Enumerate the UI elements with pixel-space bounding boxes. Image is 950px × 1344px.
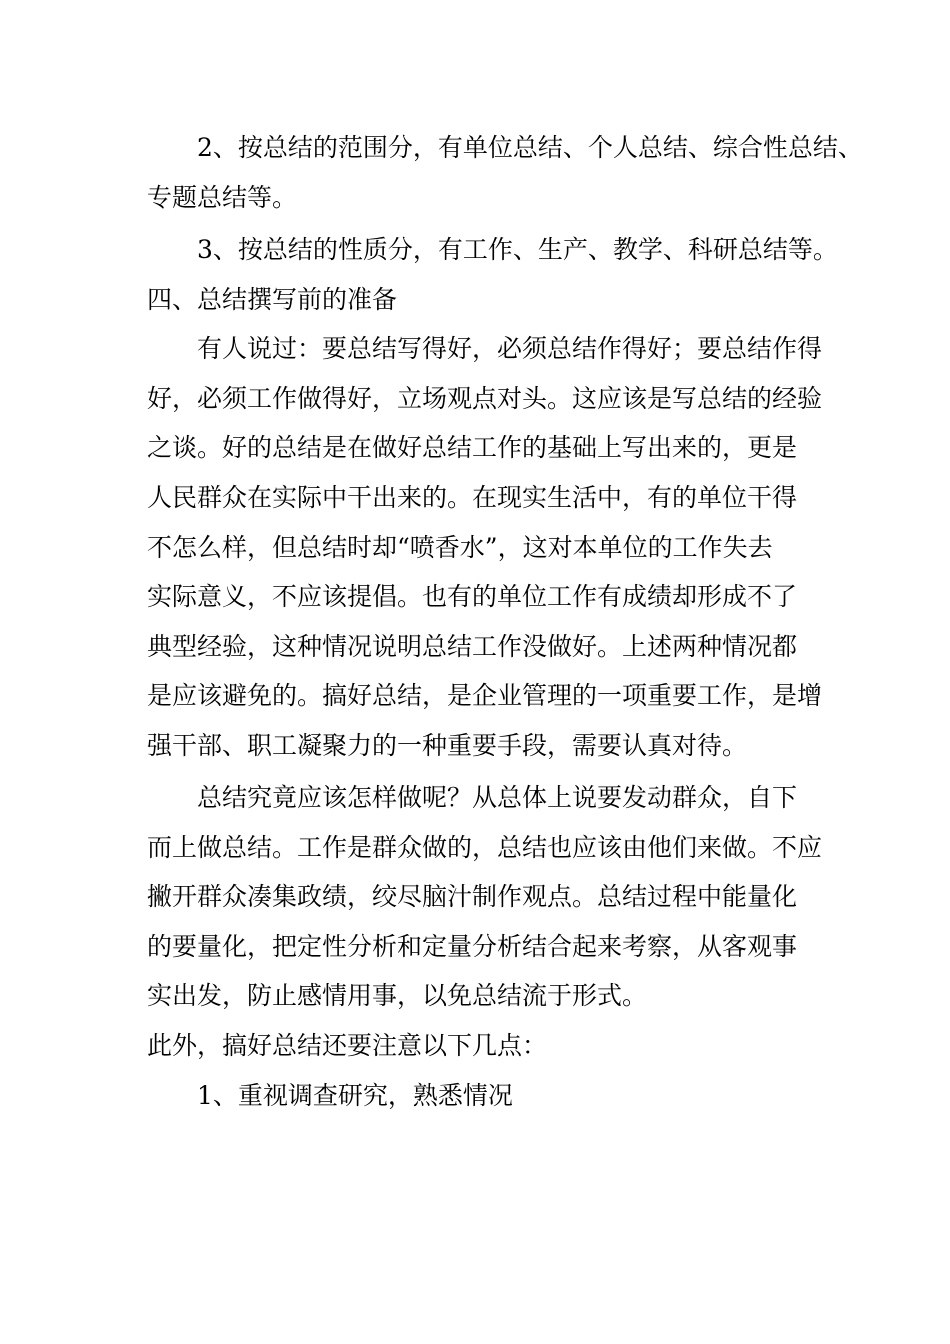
text-line: 的要量化，把定性分析和定量分析结合起来考察，从客观事: [147, 932, 798, 961]
text-line: 专题总结等。: [147, 183, 298, 212]
section-heading: 四、总结撰写前的准备: [147, 285, 398, 314]
text-line: 3、按总结的性质分，有工作、生产、教学、科研总结等。: [197, 235, 838, 264]
text-line: 实际意义，不应该提倡。也有的单位工作有成绩却形成不了: [147, 582, 798, 611]
text-line: 此外，搞好总结还要注意以下几点：: [147, 1031, 548, 1060]
text-line: 人民群众在实际中干出来的。在现实生活中，有的单位干得: [147, 483, 798, 512]
text-line: 好，必须工作做得好，立场观点对头。这应该是写总结的经验: [147, 384, 823, 413]
text-line: 撇开群众凑集政绩，绞尽脑汁制作观点。总结过程中能量化: [147, 882, 798, 911]
text-line: 2、按总结的范围分，有单位总结、个人总结、综合性总结、: [197, 133, 863, 162]
text-line: 之谈。好的总结是在做好总结工作的基础上写出来的，更是: [147, 433, 798, 462]
text-line: 实出发，防止感情用事，以免总结流于形式。: [147, 981, 648, 1010]
text-line: 强干部、职工凝聚力的一种重要手段，需要认真对待。: [147, 731, 748, 760]
text-line: 有人说过：要总结写得好，必须总结作得好；要总结作得: [197, 334, 823, 363]
text-line: 而上做总结。工作是群众做的，总结也应该由他们来做。不应: [147, 833, 823, 862]
text-line: 是应该避免的。搞好总结，是企业管理的一项重要工作，是增: [147, 681, 823, 710]
text-line: 典型经验，这种情况说明总结工作没做好。上述两种情况都: [147, 632, 798, 661]
text-line: 总结究竟应该怎样做呢？从总体上说要发动群众，自下: [197, 783, 798, 812]
text-line: 1、重视调查研究，熟悉情况: [197, 1081, 513, 1110]
text-line: 不怎么样，但总结时却“喷香水”，这对本单位的工作失去: [147, 533, 773, 562]
